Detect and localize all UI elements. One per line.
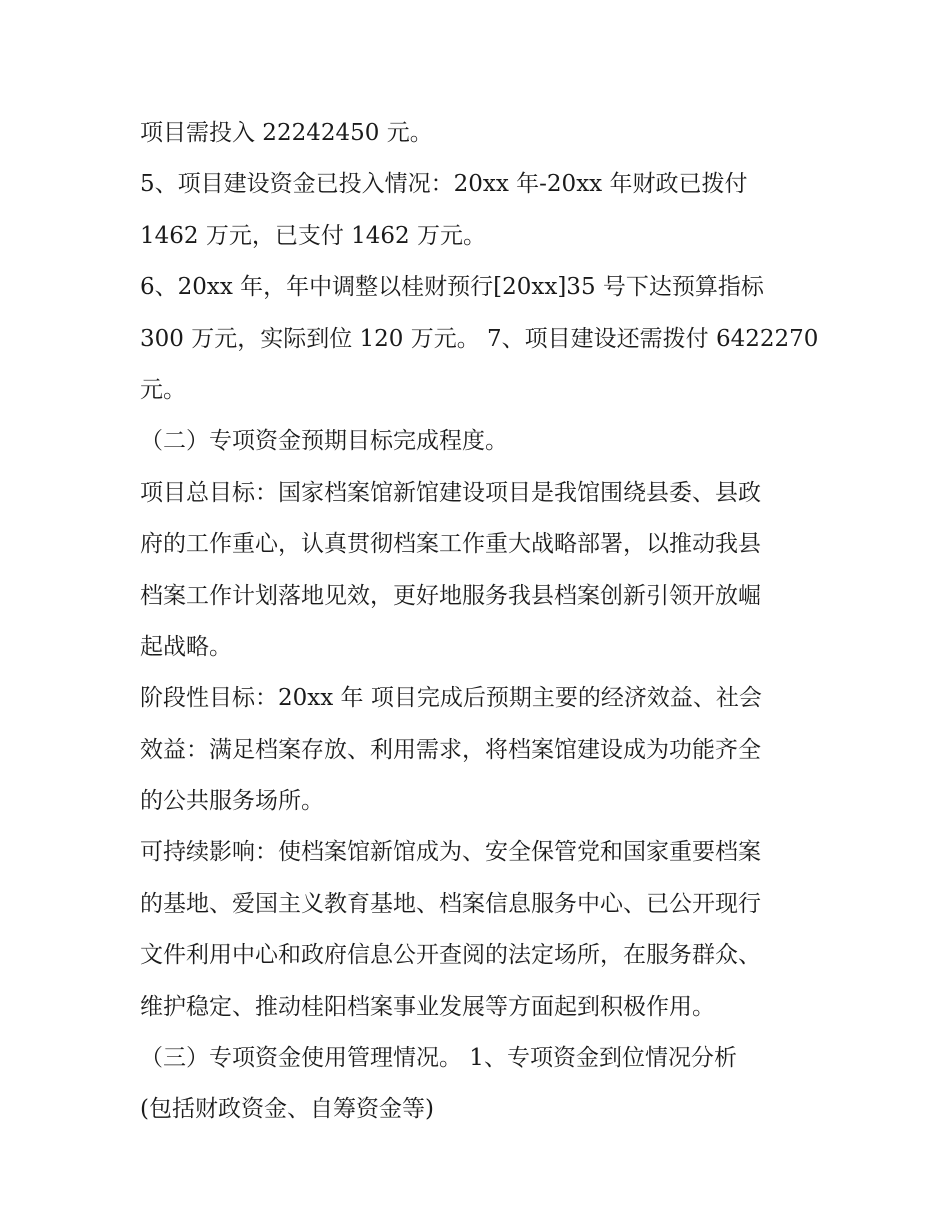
text-line: (包括财政资金、自筹资金等) [140, 1096, 434, 1123]
text-line: 5、项目建设资金已投入情况：20xx 年-20xx 年财政已拨付 [140, 171, 748, 198]
text-line: 维护稳定、推动桂阳档案事业发展等方面起到积极作用。 [140, 993, 715, 1020]
text-line: 元。 [140, 376, 186, 403]
document-body [140, 108, 830, 1136]
text-line: 的基地、爱国主义教育基地、档案信息服务中心、已公开现行 [140, 890, 761, 917]
text-line: 府的工作重心，认真贯彻档案工作重大战略部署，以推动我县 [140, 531, 761, 558]
text-line: 文件利用中心和政府信息公开查阅的法定场所，在服务群众、 [140, 942, 761, 969]
text-line: 起战略。 [140, 633, 232, 660]
section-heading: （三）专项资金使用管理情况。 1、专项资金到位情况分析 [140, 1045, 737, 1072]
text-line: 档案工作计划落地见效，更好地服务我县档案创新引领开放崛 [140, 582, 761, 609]
text-line: 1462 万元，已支付 1462 万元。 [140, 222, 486, 249]
text-line: 项目需投入 22242450 元。 [140, 120, 433, 146]
text-line: 阶段性目标：20xx 年 项目完成后预期主要的经济效益、社会 [140, 685, 762, 712]
text-line: 300 万元，实际到位 120 万元。 7、项目建设还需拨付 6422270 [140, 325, 819, 352]
text-line: 效益：满足档案存放、利用需求，将档案馆建设成为功能齐全 [140, 736, 761, 763]
text-line: 项目总目标：国家档案馆新馆建设项目是我馆围绕县委、县政 [140, 479, 761, 506]
section-heading: （二）专项资金预期目标完成程度。 [140, 428, 508, 455]
text-line: 可持续影响：使档案馆新馆成为、安全保管党和国家重要档案 [140, 839, 761, 866]
text-line: 的公共服务场所。 [140, 788, 324, 815]
text-line: 6、20xx 年，年中调整以桂财预行[20xx]35 号下达预算指标 [140, 274, 764, 301]
